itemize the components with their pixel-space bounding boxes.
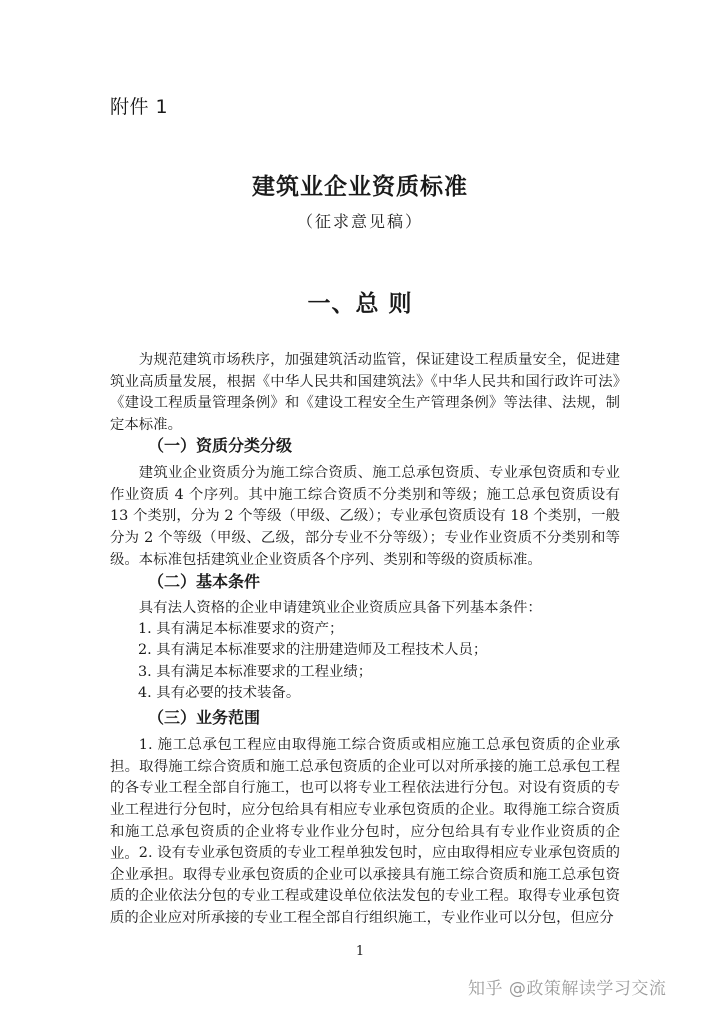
document-subtitle: （征求意见稿）	[296, 212, 423, 231]
list-item: 2. 具有满足本标准要求的注册建造师及工程技术人员；	[138, 642, 488, 659]
list-item: 1. 具有满足本标准要求的资产；	[138, 621, 344, 637]
watermark: 知乎 @政策解读学习交流	[468, 979, 667, 999]
document-title: 建筑业企业资质标准	[252, 174, 468, 200]
classification-paragraph: 建筑业企业资质分为施工综合资质、施工总承包资质、专业承包资质和专业作业资质 4 个序列。其中施工综合资质不分类别和等级；施工总承包资质设有 13 个类别，分为 2 个等级（甲级、乙级）；专业承包资质设有 18 个类别，一般分为 2 个等级（甲级、乙级，部分专业不分等级）；专业作业资质不分类别和等级。本标准包括建筑业企业资质各个序列、类别和等级的资质标准。	[110, 465, 620, 568]
list-item: 4. 具有必要的技术装备。	[138, 685, 301, 702]
subsection-heading-business-scope: （三）业务范围	[148, 708, 261, 727]
attachment-label: 附件 1	[110, 96, 169, 118]
list-item: 3. 具有满足本标准要求的工程业绩；	[138, 663, 373, 680]
subsection-heading-classification: （一）资质分类分级	[148, 436, 293, 455]
intro-paragraph: 为规范建筑市场秩序，加强建筑活动监管，保证建设工程质量安全，促进建筑业高质量发展，根据《中华人民共和国建筑法》《中华人民共和国行政许可法》《建设工程质量管理条例》和《建设工程安全生产管理条例》等法律、法规，制定本标准。	[110, 352, 620, 434]
basic-conditions-list	[138, 619, 487, 705]
page-number: 1	[355, 944, 365, 959]
subsection-heading-basic-conditions: （二）基本条件	[148, 572, 261, 591]
business-scope-paragraph-1: 1. 施工总承包工程应由取得施工综合资质或相应施工总承包资质的企业承担。取得施工综合资质和施工总承包资质的企业可以对所承接的施工总承包工程的各专业工程全部自行施工，也可以将专业工程依法进行分包。对设有资质的专业工程进行分包时，应分包给具有相应专业承包资质的企业。取得施工综合资质和施工总承包资质的企业将专业作业分包时，应分包给具有专业作业资质的企业。	[110, 737, 620, 862]
business-scope-paragraph-2: 2. 设有专业承包资质的专业工程单独发包时，应由取得相应专业承包资质的企业承担。取得专业承包资质的企业可以承接具有施工综合资质和施工总承包资质的企业依法分包的专业工程或建设单位依法发包的专业工程。取得专业承包资质的企业应对所承接的专业工程全部自行组织施工，专业作业可以分包，但应分	[110, 845, 620, 927]
basic-conditions-paragraph: 具有法人资格的企业申请建筑业企业资质应具备下列基本条件：	[138, 600, 542, 616]
section-title: 一、总 则	[307, 291, 413, 317]
